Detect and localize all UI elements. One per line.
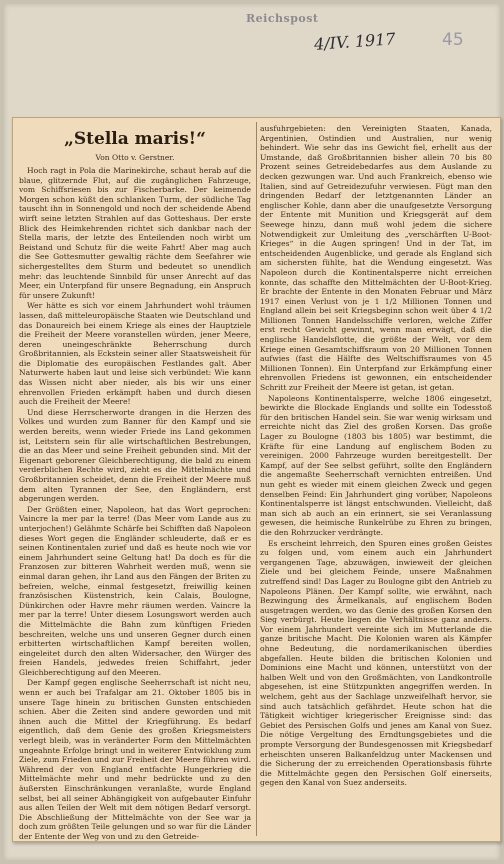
paragraph: ausfuhrgebieten: den Vereinigten Staaten, Kanada, Argentinien, Ostindien und Australien, nur wenig behindert. Wie sehr das ins Gewicht fiel, erhellt aus der Umstande, daß Großbritannien bisher allein 70 bis 80 Prozent seines Getreidebedarfes aus dem Auslande zu decken gezwungen war. Und auch Frankreich, ebenso wie Italien, sind auf Getreidezufuhr verwiesen. Fügt man den dringenden Bedarf der letztgenannten Länder an englischer Kohle, dann aber die unaufgesetzte Versorgung der Entente mit Munition und Kriegsgerät auf dem Seewege hinzu, dann muß wohl jedem die sichere Notwendigkeit zur Umleitung des „verschärften U-Boot-Krieges“ in die Augen springen! Und in der Tat, im entscheidenden Augenblicke, und gerade als England sich am sichersten fühlte, hat die Wendung eingesetzt. Was Napoleon durch die Kontinentalsperre nicht erreichen konnte, das schaffte den Mittelmächten der U-Boot-Krieg. Er brachte der Entente in den Monaten Februar und März 1917 einen Verlust von je 1 1/2 Millionen Tonnen und England allein bei seit Kriegsbeginn schon weit über 4 1/2 Millionen Tonnen Handelsschiffe verloren, welche Ziffer erst recht Gewicht gewinnt, wenn man erwägt, daß die englische Handelsflotte, die größte der Welt, vor dem Kriege einen Gesamtschiffsraum von 20 Millionen Tonnen aufwies (fast die Hälfte des Weltschiffsraumes von 45 Millionen Tonnen). Ein Unterpfand zur Erkämpfung einer ehrenvollen Friedens ist gewonnen, ein entscheidender Schritt zur Freiheit der Meere ist getan, ist getan. xyxy=(260,124,492,393)
column-divider xyxy=(256,122,257,836)
paragraph: Der Kampf gegen englische Seeherrschaft ist nicht neu, wenn er auch bei Trafalgar am 21. Oktober 1805 bis in unsere Tage hinein zu britischen Gunsten entschieden schien. Aber die Zeiten sind andere geworden und mit ihnen auch die Mittel der Kriegführung. Es bedarf eigentlich, daß dem Genie des großen Kriegsmeisters verlegt bleib, was in veränderter Form den Mittelmächten ungeahnte Erfolge bringt und in weiterer Entwicklung zum Ziele, zum Frieden und zur Freiheit der Meere führen wird. Während der von England entfachte Hungerkrieg die Mittelmächte mehr und mehr bedrückte und zu den äußersten Einschränkungen veranlaßte, wurde England selbst, bei all seiner Abhängigkeit von aufgebauter Einfuhr aus allen Teilen der Welt mit dem nötigen Bedarf versorgt. Die Abschließung der Mittelmächte von der See war ja doch zum größten Teile gelungen und so war für die Länder der Entente der Weg von und zu den Getreide- xyxy=(19,678,251,841)
paragraph: Es erscheint lehrreich, den Spuren eines großen Geistes zu folgen und, vom einem auch ein Jahrhundert vergangenen Tage, abzuwägen, inwieweit der gleichen Ziele und bei gleichem Feinde, unsere Maßnahmen zutreffend sind! Das Lager zu Boulogne gibt den Antrieb zu Napoleons Plänen. Der Kampf sollte, wie erwähnt, nach Bezwingung des Ärmelkanals, auf englischem Boden ausgetragen werden, wo das Genie des großen Korsen den Sieg verbürgt. Heute liegen die Verhältnisse ganz anders. Vor einem Jahrhundert vereinte sich im Mutterlande die ganze britische Macht. Die Kolonien waren als Kämpfer ohne Bedeutung, die nordamerikanischen überdies abgefallen. Heute bilden die britischen Kolonien und Dominions eine Macht und können, unterstützt von der halben Welt und von den Großmächten, von Landkontrolle abgesehen, ist eine Stützpunkten angegriffen werden. In welchem, geht aus der Sachlage unzweifelhaft hervor, sie sind auch tatsächlich gefährdet. Heute schon hat die Tätigkeit wichtiger kriegerischer Ereignisse sind: das Gebiet des Persischen Golfs und jenes am Kanal von Suez. Die nötige Vergeltung des Erndtungsgebietes und die prompte Versorgung der Bundesgenossen mit Kriegsbedarf erheischten unseren Balkanfeldzug unter Mackensen und die Sicherung der zu erreichenden Operationsbasis führte die Mittelmächte gegen den Persischen Golf einerseits, gegen den Kanal von Suez anderseits. xyxy=(260,538,492,788)
page-number: 45 xyxy=(442,30,464,50)
handwritten-date: 4/IV. 1917 xyxy=(313,29,397,54)
paragraph: Und diese Herrscherworte drangen in die Herzen des Volkes und wurden zum Banner für den Kampf und sie werden bereits, wenn wieder Friede ins Land gekommen ist, Leitstern sein für alle wirtschaftlichen Bestrebungen, die an das Meer und seine Freiheit gebunden sind. Mit der Eigenart geborener Gleichberechtigung, die bald zu einem verderblichen Rechte wird, zieht es die Mittelmächte und Großbritannien scheidet, denn die Freiheit der Meere muß dem alten Tyrannen der See, den Engländern, erst abgerungen werden. xyxy=(19,407,251,504)
paragraph: Hoch ragt in Pola die Marinekirche, schaut herab auf die blaue, glitzernde Flut, auf die zugänglichen Fahrzeuge, vom Schiffsriesen bis zur Fischerbarke. Der keimende Morgen schon küßt den schlanken Turm, der südliche Tag tauscht ihn in Sonnengold und noch der scheidende Abend wirft seine letzten Strahlen auf das Gotteshaus. Der erste Blick des Heimkehrenden richtet sich dankbar nach der Stella maris, der letzte des Enteilenden noch wirbt um Beistand und Schutz für die weite Fahrt! Aber mag auch die See Gottesmutter gewaltig rächte dem Seefahrer wie sichergestelltes dem Sturm und bedeutet so unendlich mehr: das leuchtende Sinnbild für unser Anrecht auf das Meer, ein Unterpfand für unsere Begnadung, ein Anspruch für unsere Zukunft! xyxy=(19,166,251,300)
archive-sheet xyxy=(4,4,500,860)
paragraph: Wer hätte es sich vor einem Jahrhundert wohl träumen lassen, daß mitteleuropäische Staaten wie Deutschland und das Donaureich bei einem Kriege als eines der Hauptziele die Freiheit der Meere voranstellen würden, jener Meere, deren uneingeschränkte Beherrschung durch Großbritannien, als Eckstein seiner aller Staatsweisheit für die Diplomatie des europäischen Festlandes galt. Aber Naturwerte haben laut und leise sich verbündet: Wie kann das Wissen nicht aber nieder, als bis wir uns einer ehrenvollen Frieden erkämpft haben und durch diesen auch die Freiheit der Meere! xyxy=(19,301,251,407)
paragraph: Napoleons Kontinentalsperre, welche 1806 eingesetzt, bewirkte die Blockade Englands und sollte ein Todesstoß für den britischen Handel sein. Sie war wenig wirksam und erreichte nicht das Ziel des großen Korsen. Das große Lager zu Boulogne (1803 bis 1805) war bestimmt, die Kräfte für eine Landung auf englischem Boden zu vereinigen. 2000 Fahrzeuge wurden bereitgestellt. Der Kampf, auf der See selbst geführt, sollte den Engländern die angemaßte Seeherrschaft vernichten entreißen. Und nun geht es wieder mit einem gleichen Zweck und gegen denselben Feind: Ein Jahrhundert ging vorüber, Napoleons Kontinentalsperre ist längst entschwunden. Vielleicht, daß man sich ab auch an ein erinnert, sie sei Veranlassung gewesen, die heimische Runkelrübe zu Ehren zu bringen, die den Rohrzucker verdrängte. xyxy=(260,393,492,537)
newspaper-clipping xyxy=(12,117,501,842)
newspaper-stamp: Reichspost xyxy=(246,12,319,25)
paragraph: Der Größten einer, Napoleon, hat das Wort geprochen: Vaincre la mer par la terre! (Das Meer vom Lande aus zu unterjochen!) Gelähmte Schärfe bei Schifften daß Napoleon dieses Wort gegen die Engländer schleuderte, daß er es seinen Kontinentalen zurief und daß es heute noch wie vor einem Jahrhundert seine Geltung hat! Da doch es für die Franzosen zur bitteren Wahrheit werden muß, wenn sie einmal daran gehen, ihr Land aus den Fängen der Briten zu befreien, welche, einmal festgesetzt, freiwillig keinen französischen Küstenstrich, kein Calais, Boulogne, Dünkirchen oder Havre mehr räumen werden. Vaincre la mer par la terre! Unter diesem Losungswort werden auch die Mittelmächte die Bahn zum künftigen Frieden beschreiten, welche uns und unseren Gegner durch einen erbitterten wirtschaftlichen Kampf bereiten wollen, eingeleitet durch den alten Widersacher, den Würger des freien Handels, jedwedes freien Schiffahrt, jeder Gleichberechtigung auf den Meeren. xyxy=(19,504,251,677)
article-title: „Stella maris!“ xyxy=(64,129,206,149)
article-byline: Von Otto v. Gerstner. xyxy=(95,153,175,162)
article-left-column xyxy=(19,124,251,841)
article-right-column xyxy=(260,124,492,836)
